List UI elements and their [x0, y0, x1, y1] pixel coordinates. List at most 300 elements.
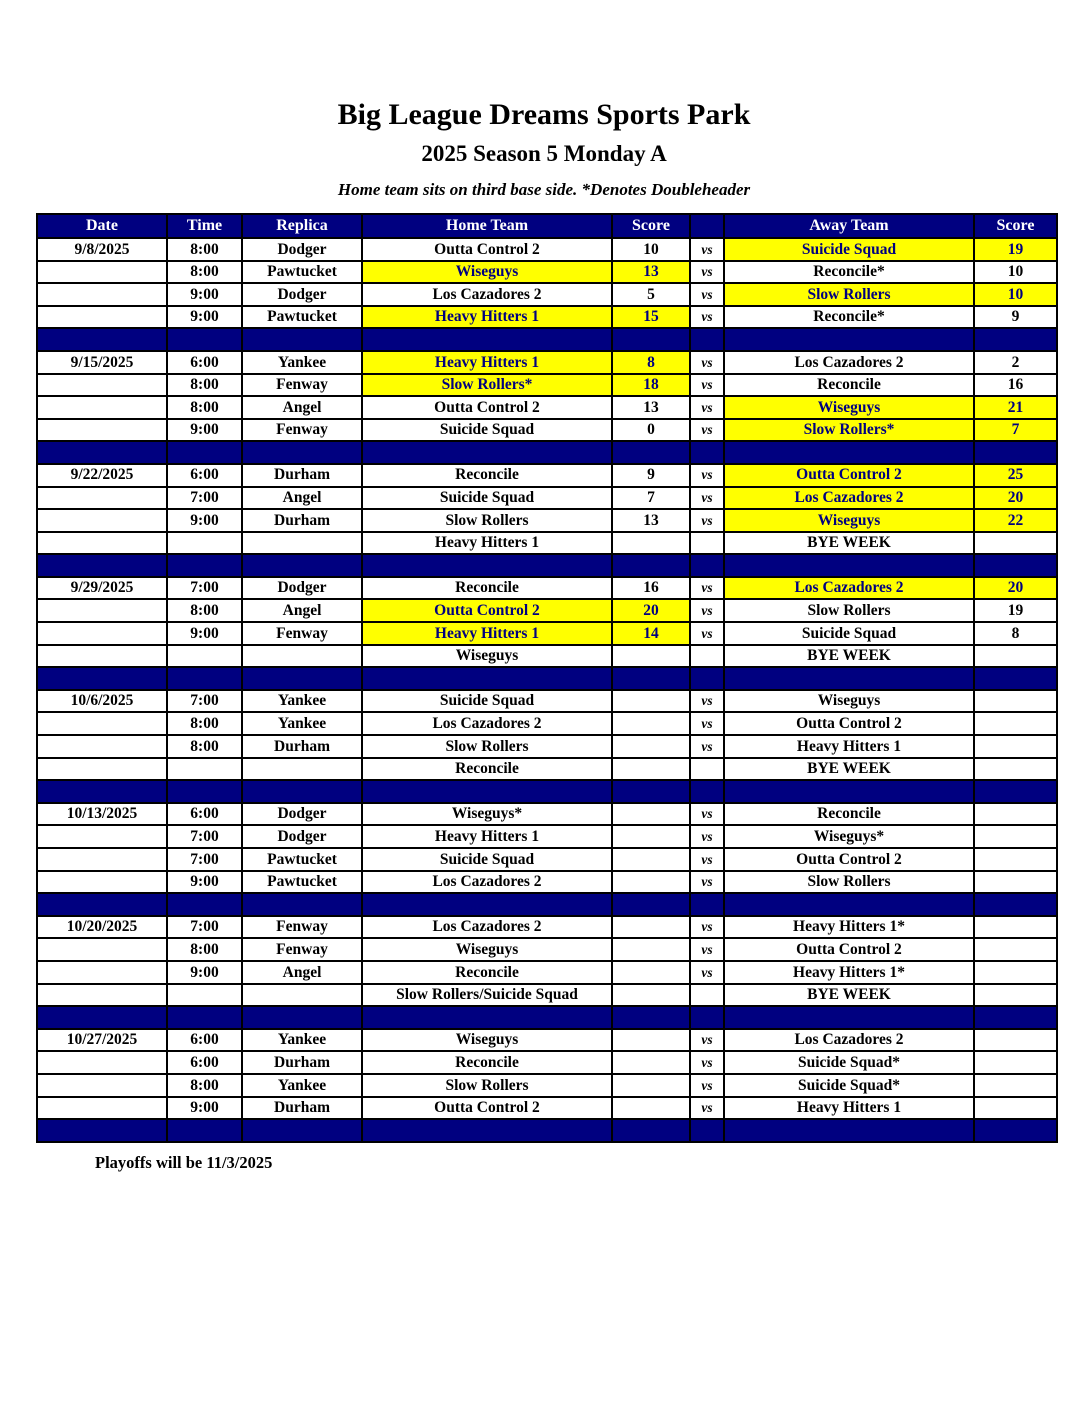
vs-cell: vs — [690, 374, 724, 397]
game-row — [37, 509, 1057, 532]
away-score-cell: 19 — [974, 599, 1057, 622]
separator-cell — [724, 1119, 974, 1142]
time-cell: 6:00 — [167, 1051, 242, 1074]
vs-cell: vs — [690, 825, 724, 848]
separator-cell — [167, 441, 242, 464]
date-cell: 9/22/2025 — [37, 464, 167, 487]
home-team-cell: Heavy Hitters 1 — [362, 825, 612, 848]
vs-cell: vs — [690, 419, 724, 442]
time-cell: 9:00 — [167, 1097, 242, 1120]
time-cell — [167, 758, 242, 781]
separator-cell — [974, 328, 1057, 351]
replica-cell: Durham — [242, 1097, 362, 1120]
home-score-cell — [612, 645, 690, 668]
away-score-cell: 25 — [974, 464, 1057, 487]
separator-cell — [690, 328, 724, 351]
date-cell — [37, 758, 167, 781]
replica-cell: Angel — [242, 599, 362, 622]
home-score-cell: 13 — [612, 396, 690, 419]
time-cell: 8:00 — [167, 238, 242, 261]
away-team-cell: Outta Control 2 — [724, 848, 974, 871]
game-row — [37, 622, 1057, 645]
separator-cell — [167, 1006, 242, 1029]
separator-row — [37, 441, 1057, 464]
game-row — [37, 961, 1057, 984]
away-team-cell: Reconcile* — [724, 261, 974, 284]
separator-cell — [974, 780, 1057, 803]
replica-cell: Yankee — [242, 351, 362, 374]
separator-cell — [242, 780, 362, 803]
away-team-cell: Heavy Hitters 1* — [724, 961, 974, 984]
date-cell — [37, 938, 167, 961]
away-score-cell: 8 — [974, 622, 1057, 645]
away-team-cell: Slow Rollers* — [724, 419, 974, 442]
vs-cell: vs — [690, 712, 724, 735]
vs-cell: vs — [690, 464, 724, 487]
time-cell: 9:00 — [167, 283, 242, 306]
away-team-cell: Los Cazadores 2 — [724, 487, 974, 510]
separator-cell — [242, 893, 362, 916]
replica-cell: Yankee — [242, 690, 362, 713]
replica-cell — [242, 758, 362, 781]
separator-cell — [37, 893, 167, 916]
away-score-cell — [974, 803, 1057, 826]
game-row — [37, 577, 1057, 600]
away-score-cell — [974, 916, 1057, 939]
time-cell: 8:00 — [167, 712, 242, 735]
away-team-cell: BYE WEEK — [724, 645, 974, 668]
away-score-cell: 21 — [974, 396, 1057, 419]
away-score-cell — [974, 825, 1057, 848]
separator-cell — [974, 667, 1057, 690]
game-row — [37, 464, 1057, 487]
away-score-cell — [974, 871, 1057, 894]
game-row — [37, 396, 1057, 419]
vs-cell — [690, 984, 724, 1007]
separator-row — [37, 328, 1057, 351]
game-row — [37, 1051, 1057, 1074]
vs-cell: vs — [690, 487, 724, 510]
game-row — [37, 735, 1057, 758]
date-cell: 10/13/2025 — [37, 803, 167, 826]
separator-cell — [724, 1006, 974, 1029]
home-score-cell — [612, 1097, 690, 1120]
game-row — [37, 306, 1057, 329]
away-team-cell: Wiseguys — [724, 509, 974, 532]
game-row — [37, 938, 1057, 961]
home-score-cell: 18 — [612, 374, 690, 397]
away-team-cell: Outta Control 2 — [724, 938, 974, 961]
away-team-cell: Suicide Squad* — [724, 1074, 974, 1097]
playoffs-note: Playoffs will be 11/3/2025 — [95, 1152, 273, 1172]
replica-cell: Durham — [242, 464, 362, 487]
date-cell: 10/6/2025 — [37, 690, 167, 713]
game-row — [37, 916, 1057, 939]
game-row — [37, 351, 1057, 374]
home-score-cell: 9 — [612, 464, 690, 487]
vs-cell: vs — [690, 622, 724, 645]
date-cell — [37, 374, 167, 397]
replica-cell: Pawtucket — [242, 261, 362, 284]
home-score-cell: 8 — [612, 351, 690, 374]
replica-cell: Angel — [242, 487, 362, 510]
time-cell: 8:00 — [167, 735, 242, 758]
date-cell — [37, 735, 167, 758]
vs-cell: vs — [690, 283, 724, 306]
home-team-cell: Reconcile — [362, 1051, 612, 1074]
away-score-cell — [974, 1051, 1057, 1074]
home-team-cell: Wiseguys — [362, 261, 612, 284]
header-date: Date — [37, 214, 167, 238]
replica-cell: Durham — [242, 509, 362, 532]
header-time: Time — [167, 214, 242, 238]
replica-cell: Pawtucket — [242, 871, 362, 894]
separator-cell — [612, 554, 690, 577]
away-team-cell: Wiseguys — [724, 396, 974, 419]
replica-cell: Pawtucket — [242, 848, 362, 871]
away-score-cell: 20 — [974, 577, 1057, 600]
separator-cell — [37, 1006, 167, 1029]
away-score-cell — [974, 984, 1057, 1007]
away-team-cell: BYE WEEK — [724, 984, 974, 1007]
replica-cell: Fenway — [242, 916, 362, 939]
time-cell: 8:00 — [167, 374, 242, 397]
time-cell: 7:00 — [167, 825, 242, 848]
replica-cell: Yankee — [242, 1029, 362, 1052]
date-cell — [37, 1097, 167, 1120]
home-team-cell: Wiseguys — [362, 938, 612, 961]
vs-cell — [690, 532, 724, 555]
time-cell: 9:00 — [167, 306, 242, 329]
separator-cell — [974, 441, 1057, 464]
separator-row — [37, 1006, 1057, 1029]
vs-cell: vs — [690, 1051, 724, 1074]
replica-cell: Fenway — [242, 419, 362, 442]
date-cell — [37, 645, 167, 668]
home-team-cell: Wiseguys* — [362, 803, 612, 826]
game-row — [37, 261, 1057, 284]
separator-cell — [612, 328, 690, 351]
away-team-cell: Heavy Hitters 1 — [724, 1097, 974, 1120]
replica-cell: Durham — [242, 735, 362, 758]
separator-cell — [37, 667, 167, 690]
separator-row — [37, 554, 1057, 577]
time-cell — [167, 645, 242, 668]
date-cell — [37, 306, 167, 329]
vs-cell: vs — [690, 1074, 724, 1097]
vs-cell: vs — [690, 238, 724, 261]
replica-cell — [242, 645, 362, 668]
date-cell — [37, 419, 167, 442]
away-team-cell: Suicide Squad — [724, 622, 974, 645]
time-cell: 6:00 — [167, 803, 242, 826]
replica-cell: Yankee — [242, 1074, 362, 1097]
replica-cell: Durham — [242, 1051, 362, 1074]
home-team-cell: Outta Control 2 — [362, 1097, 612, 1120]
date-cell — [37, 509, 167, 532]
separator-cell — [612, 441, 690, 464]
home-score-cell — [612, 690, 690, 713]
game-row — [37, 532, 1057, 555]
home-team-cell: Los Cazadores 2 — [362, 712, 612, 735]
time-cell: 9:00 — [167, 509, 242, 532]
home-team-cell: Reconcile — [362, 961, 612, 984]
time-cell: 6:00 — [167, 351, 242, 374]
date-cell — [37, 871, 167, 894]
away-score-cell — [974, 690, 1057, 713]
date-cell — [37, 984, 167, 1007]
away-team-cell: Slow Rollers — [724, 871, 974, 894]
away-score-cell — [974, 848, 1057, 871]
away-score-cell: 16 — [974, 374, 1057, 397]
schedule-body — [37, 238, 1057, 1142]
home-score-cell: 13 — [612, 261, 690, 284]
away-team-cell: Reconcile — [724, 374, 974, 397]
vs-cell: vs — [690, 1097, 724, 1120]
game-row — [37, 1029, 1057, 1052]
replica-cell: Fenway — [242, 374, 362, 397]
away-team-cell: Los Cazadores 2 — [724, 1029, 974, 1052]
home-score-cell: 0 — [612, 419, 690, 442]
date-cell — [37, 261, 167, 284]
game-row — [37, 487, 1057, 510]
date-cell: 9/8/2025 — [37, 238, 167, 261]
vs-cell: vs — [690, 599, 724, 622]
separator-cell — [974, 893, 1057, 916]
home-team-cell: Suicide Squad — [362, 690, 612, 713]
separator-cell — [167, 893, 242, 916]
time-cell: 9:00 — [167, 622, 242, 645]
home-team-cell: Slow Rollers* — [362, 374, 612, 397]
vs-cell: vs — [690, 261, 724, 284]
separator-cell — [242, 667, 362, 690]
replica-cell: Yankee — [242, 712, 362, 735]
home-team-cell: Suicide Squad — [362, 848, 612, 871]
game-row — [37, 803, 1057, 826]
separator-cell — [690, 667, 724, 690]
home-team-cell: Heavy Hitters 1 — [362, 532, 612, 555]
separator-cell — [612, 667, 690, 690]
away-team-cell: Wiseguys* — [724, 825, 974, 848]
time-cell: 7:00 — [167, 916, 242, 939]
away-team-cell: BYE WEEK — [724, 532, 974, 555]
date-cell — [37, 599, 167, 622]
date-cell — [37, 712, 167, 735]
away-team-cell: Suicide Squad* — [724, 1051, 974, 1074]
home-team-cell: Slow Rollers — [362, 735, 612, 758]
separator-cell — [362, 554, 612, 577]
away-score-cell — [974, 712, 1057, 735]
game-row — [37, 645, 1057, 668]
game-row — [37, 419, 1057, 442]
date-cell — [37, 396, 167, 419]
home-score-cell — [612, 984, 690, 1007]
vs-cell: vs — [690, 396, 724, 419]
separator-row — [37, 893, 1057, 916]
replica-cell: Dodger — [242, 238, 362, 261]
date-cell — [37, 487, 167, 510]
home-team-cell: Reconcile — [362, 577, 612, 600]
game-row — [37, 599, 1057, 622]
away-score-cell: 9 — [974, 306, 1057, 329]
separator-cell — [690, 1119, 724, 1142]
separator-cell — [37, 780, 167, 803]
home-team-cell: Los Cazadores 2 — [362, 916, 612, 939]
home-team-cell: Los Cazadores 2 — [362, 871, 612, 894]
schedule-header — [37, 214, 1057, 238]
time-cell: 6:00 — [167, 464, 242, 487]
away-team-cell: Reconcile — [724, 803, 974, 826]
separator-cell — [362, 1119, 612, 1142]
home-score-cell — [612, 758, 690, 781]
vs-cell: vs — [690, 351, 724, 374]
separator-cell — [724, 780, 974, 803]
home-score-cell — [612, 825, 690, 848]
separator-cell — [37, 328, 167, 351]
time-cell: 8:00 — [167, 599, 242, 622]
away-team-cell: Heavy Hitters 1 — [724, 735, 974, 758]
home-score-cell: 7 — [612, 487, 690, 510]
date-cell: 10/20/2025 — [37, 916, 167, 939]
header-away-score: Score — [974, 214, 1057, 238]
home-team-cell: Outta Control 2 — [362, 238, 612, 261]
separator-cell — [612, 893, 690, 916]
away-team-cell: BYE WEEK — [724, 758, 974, 781]
page-title: Big League Dreams Sports Park — [337, 98, 751, 131]
game-row — [37, 712, 1057, 735]
separator-cell — [690, 893, 724, 916]
game-row — [37, 374, 1057, 397]
home-team-cell: Outta Control 2 — [362, 599, 612, 622]
home-team-cell: Reconcile — [362, 758, 612, 781]
replica-cell: Dodger — [242, 803, 362, 826]
separator-cell — [242, 328, 362, 351]
separator-cell — [724, 554, 974, 577]
time-cell: 7:00 — [167, 487, 242, 510]
replica-cell: Dodger — [242, 577, 362, 600]
home-team-cell: Heavy Hitters 1 — [362, 306, 612, 329]
game-row — [37, 758, 1057, 781]
separator-row — [37, 667, 1057, 690]
home-score-cell — [612, 803, 690, 826]
schedule-table — [36, 213, 1058, 1143]
header-replica: Replica — [242, 214, 362, 238]
home-score-cell — [612, 938, 690, 961]
away-score-cell — [974, 1029, 1057, 1052]
replica-cell: Fenway — [242, 938, 362, 961]
separator-cell — [974, 1006, 1057, 1029]
separator-cell — [724, 441, 974, 464]
header-away-team: Away Team — [724, 214, 974, 238]
vs-cell: vs — [690, 848, 724, 871]
vs-cell: vs — [690, 961, 724, 984]
home-team-cell: Slow Rollers — [362, 509, 612, 532]
separator-cell — [362, 441, 612, 464]
vs-cell: vs — [690, 690, 724, 713]
home-team-cell: Suicide Squad — [362, 419, 612, 442]
home-score-cell: 16 — [612, 577, 690, 600]
date-cell: 9/15/2025 — [37, 351, 167, 374]
separator-cell — [242, 441, 362, 464]
away-score-cell — [974, 1097, 1057, 1120]
time-cell: 8:00 — [167, 938, 242, 961]
home-team-cell: Suicide Squad — [362, 487, 612, 510]
home-score-cell — [612, 1074, 690, 1097]
away-team-cell: Outta Control 2 — [724, 464, 974, 487]
away-score-cell: 10 — [974, 283, 1057, 306]
away-team-cell: Slow Rollers — [724, 283, 974, 306]
vs-cell — [690, 645, 724, 668]
replica-cell — [242, 984, 362, 1007]
separator-cell — [242, 554, 362, 577]
time-cell: 7:00 — [167, 577, 242, 600]
date-cell — [37, 622, 167, 645]
page-heading — [0, 0, 1088, 200]
date-cell — [37, 961, 167, 984]
date-cell — [37, 1051, 167, 1074]
date-cell — [37, 825, 167, 848]
away-team-cell: Los Cazadores 2 — [724, 577, 974, 600]
home-score-cell: 10 — [612, 238, 690, 261]
home-team-cell: Heavy Hitters 1 — [362, 622, 612, 645]
time-cell: 9:00 — [167, 871, 242, 894]
away-team-cell: Heavy Hitters 1* — [724, 916, 974, 939]
replica-cell: Angel — [242, 396, 362, 419]
game-row — [37, 984, 1057, 1007]
away-team-cell: Slow Rollers — [724, 599, 974, 622]
home-score-cell — [612, 848, 690, 871]
vs-cell: vs — [690, 306, 724, 329]
away-score-cell: 19 — [974, 238, 1057, 261]
vs-cell: vs — [690, 735, 724, 758]
separator-cell — [690, 780, 724, 803]
date-cell: 9/29/2025 — [37, 577, 167, 600]
home-score-cell — [612, 961, 690, 984]
home-score-cell: 5 — [612, 283, 690, 306]
away-team-cell: Reconcile* — [724, 306, 974, 329]
away-score-cell — [974, 532, 1057, 555]
vs-cell: vs — [690, 1029, 724, 1052]
away-score-cell — [974, 1074, 1057, 1097]
separator-cell — [690, 554, 724, 577]
game-row — [37, 1097, 1057, 1120]
separator-cell — [37, 1119, 167, 1142]
replica-cell — [242, 532, 362, 555]
separator-cell — [167, 328, 242, 351]
time-cell: 7:00 — [167, 848, 242, 871]
away-score-cell — [974, 645, 1057, 668]
home-team-cell: Los Cazadores 2 — [362, 283, 612, 306]
home-score-cell — [612, 1029, 690, 1052]
home-team-cell: Slow Rollers/Suicide Squad — [362, 984, 612, 1007]
game-row — [37, 1074, 1057, 1097]
separator-cell — [242, 1119, 362, 1142]
separator-row — [37, 780, 1057, 803]
home-score-cell — [612, 735, 690, 758]
date-cell — [37, 532, 167, 555]
rules-note: Home team sits on third base side. *Denotes Doubleheader — [337, 180, 751, 200]
away-score-cell: 10 — [974, 261, 1057, 284]
home-team-cell: Slow Rollers — [362, 1074, 612, 1097]
separator-cell — [362, 1006, 612, 1029]
separator-cell — [612, 1119, 690, 1142]
vs-cell: vs — [690, 916, 724, 939]
separator-cell — [362, 667, 612, 690]
home-score-cell — [612, 916, 690, 939]
time-cell: 8:00 — [167, 1074, 242, 1097]
replica-cell: Dodger — [242, 825, 362, 848]
date-cell — [37, 1074, 167, 1097]
